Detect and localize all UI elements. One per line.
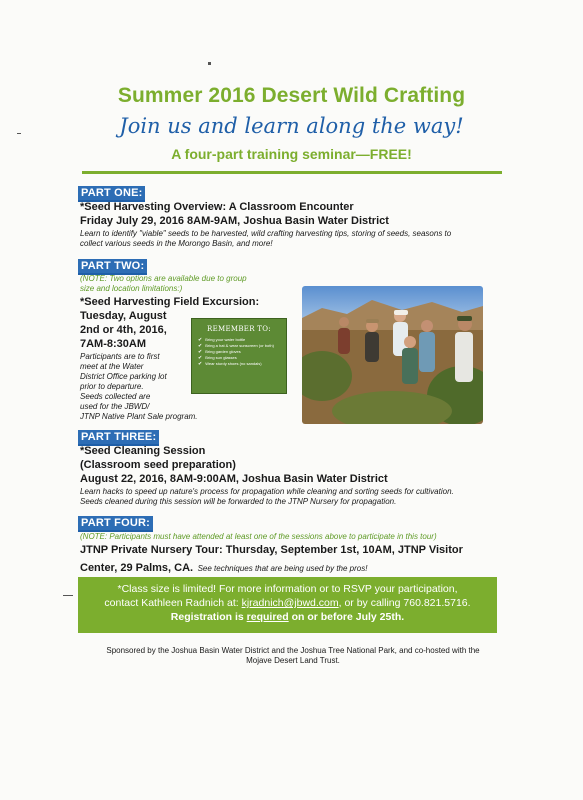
part-two-desc-line: meet at the Water <box>80 362 144 371</box>
part-two-desc-line: prior to departure. <box>80 382 144 391</box>
header-divider <box>82 171 502 174</box>
remember-item: ✔ Bring a hat & wear sunscreen (or both) <box>198 343 274 349</box>
part-three-heading-2: (Classroom seed preparation) <box>80 459 236 471</box>
part-one-date: Friday July 29, 2016 8AM-9AM, Joshua Basin Water District <box>80 215 389 227</box>
part-three-desc-2: Seeds cleaned during this session will be forwarded to the JTNP Nursery for propagation. <box>80 497 397 506</box>
remember-item: ✔ Bring your water bottle <box>198 337 246 343</box>
part-two-desc-line: Participants are to first <box>80 352 160 361</box>
sponsor-line-1: Sponsored by the Joshua Basin Water District and the Joshua Tree National Park, and co-hosted with the <box>106 646 480 655</box>
part-three-label: PART THREE: <box>78 430 159 446</box>
flyer-title: Summer 2016 Desert Wild Crafting <box>117 84 466 107</box>
scan-speck <box>208 62 211 65</box>
part-two-note-2: size and location limitations:) <box>80 284 183 293</box>
check-icon: ✔ <box>198 355 203 361</box>
part-two-date-2: 2nd or 4th, 2016, <box>80 324 167 336</box>
rsvp-line-1: *Class size is limited! For more information or to RSVP your participation, <box>117 583 458 595</box>
part-two-heading: *Seed Harvesting Field Excursion: <box>80 296 260 308</box>
part-four-line-1: JTNP Private Nursery Tour: Thursday, September 1st, 10AM, JTNP Visitor <box>80 544 463 556</box>
part-two-desc-line: used for the JBWD/ <box>80 402 150 411</box>
part-two-desc-line: Seeds collected are <box>80 392 151 401</box>
part-two-date-1: Tuesday, August <box>80 310 167 322</box>
part-one-label: PART ONE: <box>78 186 145 202</box>
flyer-subtitle: Join us and learn along the way! <box>119 114 464 138</box>
sponsor-line-2: Mojave Desert Land Trust. <box>246 656 340 665</box>
part-four-label: PART FOUR: <box>78 516 153 532</box>
part-three-date: August 22, 2016, 8AM-9:00AM, Joshua Basin Water District <box>80 473 388 485</box>
check-icon: ✔ <box>198 349 203 355</box>
sponsor-text <box>78 646 508 666</box>
part-three-desc-1: Learn hacks to speed up nature's process for propagation while cleaning and sorting seeds for cultivation. <box>80 487 454 496</box>
group-field-photo <box>302 286 483 424</box>
part-two-note-1: (NOTE: Two options are available due to group <box>80 274 247 283</box>
part-four-line-2-tail: See techniques that are being used by the pros! <box>197 564 368 573</box>
rsvp-email-link[interactable]: kjradnich@jbwd.com <box>241 597 339 609</box>
part-two-date-3: 7AM-8:30AM <box>80 338 147 350</box>
rsvp-box <box>78 577 497 633</box>
remember-list <box>198 337 286 367</box>
remember-item: ✔ Bring sun glasses <box>198 355 237 361</box>
part-four-note: (NOTE: Participants must have attended at least one of the sessions above to participate in this tour) <box>80 532 437 541</box>
rsvp-line-2: contact Kathleen Radnich at: kjradnich@jbwd.com, or by calling 760.821.5716. <box>104 597 471 609</box>
part-two-desc-line: District Office parking lot <box>80 372 167 381</box>
scan-speck <box>63 595 73 596</box>
remember-title: REMEMBER TO: <box>207 325 271 333</box>
part-four-line-2-row <box>80 558 367 576</box>
part-two-desc-line: JTNP Native Plant Sale program. <box>80 412 198 421</box>
flyer-tagline: A four-part training seminar—FREE! <box>171 146 412 162</box>
part-four-line-2: Center, 29 Palms, CA. <box>80 562 194 574</box>
rsvp-registration-line: Registration is required on or before July 25th. <box>170 611 405 623</box>
check-icon: ✔ <box>198 343 203 349</box>
part-one-desc-1: Learn to identify "viable" seeds to be harvested, wild crafting harvesting tips, storing of seeds, seasons to <box>80 229 452 238</box>
part-one-desc-2: collect various seeds in the Morongo Basin, and more! <box>80 239 273 248</box>
remember-box <box>191 318 287 394</box>
check-icon: ✔ <box>198 337 203 343</box>
remember-item: ✔ Bring garden gloves <box>198 349 241 355</box>
remember-item: ✔ Wear sturdy shoes (no sandals) <box>198 361 262 367</box>
part-two-label: PART TWO: <box>78 259 147 275</box>
part-one-heading: *Seed Harvesting Overview: A Classroom Encounter <box>80 201 354 213</box>
check-icon: ✔ <box>198 361 203 367</box>
part-three-heading-1: *Seed Cleaning Session <box>80 445 206 457</box>
